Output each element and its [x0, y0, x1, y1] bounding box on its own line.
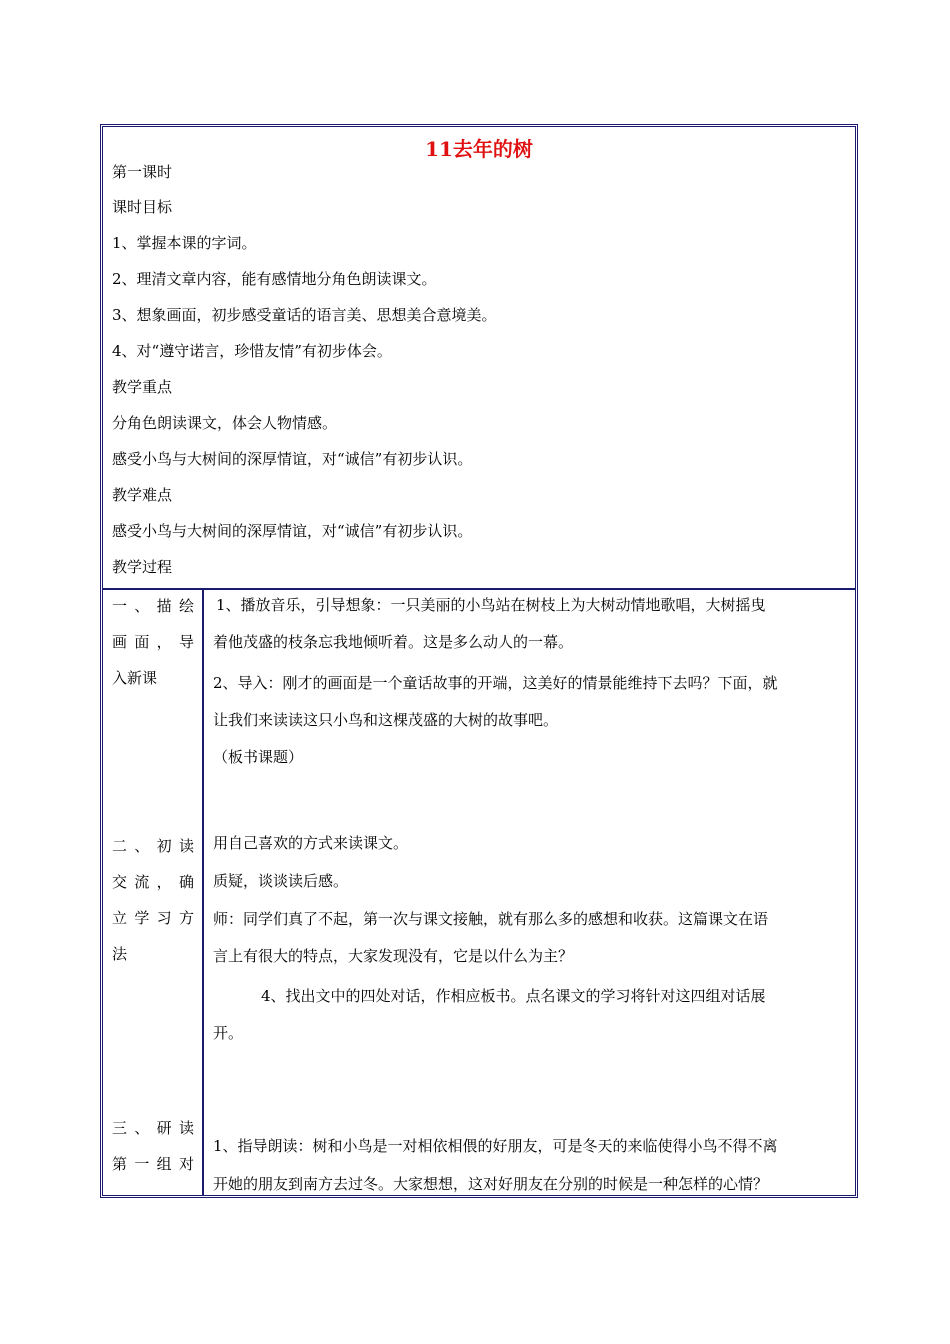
step-content-column	[204, 588, 855, 1195]
step-content-line: 开。	[213, 1024, 244, 1042]
step-content-line: 着他茂盛的枝条忘我地倾听着。这是多么动人的一幕。	[213, 633, 574, 651]
step-content-line: 1、播放音乐，引导想象：一只美丽的小鸟站在树枝上为大树动情地歌唱，大树摇曳	[216, 596, 766, 614]
step-content-line: 2、导入：刚才的画面是一个童话故事的开端，这美好的情景能维持下去吗？下面，就	[213, 674, 778, 692]
step-content-line: 开她的朋友到南方去过冬。大家想想，这对好朋友在分别的时候是一种怎样的心情？	[213, 1175, 769, 1193]
page-title: 11去年的树	[425, 137, 533, 161]
header-cell	[103, 127, 855, 590]
step-content-line: （板书课题）	[213, 748, 304, 766]
step-label: 入新课	[112, 669, 158, 687]
key-point: 感受小鸟与大树间的深厚情谊，对“诚信”有初步认识。	[112, 450, 473, 468]
step-content-line: 4、找出文中的四处对话，作相应板书。点名课文的学习将针对这四组对话展	[261, 987, 766, 1005]
goal-item: 3、想象画面，初步感受童话的语言美、思想美合意境美。	[112, 306, 497, 324]
step-content-line: 言上有很大的特点，大家发现没有，它是以什么为主？	[213, 947, 574, 965]
lesson-plan-table	[100, 124, 858, 1198]
step-content-line: 质疑，谈谈读后感。	[213, 872, 349, 890]
goal-item: 1、掌握本课的字词。	[112, 234, 257, 252]
step-label: 三、研读	[112, 1119, 194, 1137]
step-label: 第一组对	[112, 1155, 194, 1173]
step-content-line: 1、指导朗读：树和小鸟是一对相依相偎的好朋友，可是冬天的来临使得小鸟不得不离	[213, 1137, 778, 1155]
step-label: 法	[112, 945, 128, 963]
goal-item: 4、对“遵守诺言，珍惜友情”有初步体会。	[112, 342, 392, 360]
step-label: 立学习方	[112, 909, 194, 927]
key-point: 分角色朗读课文，体会人物情感。	[112, 414, 338, 432]
step-label: 画面，导	[112, 633, 194, 651]
difficulty-heading: 教学难点	[112, 486, 173, 504]
goals-heading: 课时目标	[112, 198, 173, 216]
process-heading: 教学过程	[112, 558, 173, 576]
key-heading: 教学重点	[112, 378, 173, 396]
goal-item: 2、理清文章内容，能有感情地分角色朗读课文。	[112, 270, 437, 288]
step-label-column	[103, 588, 204, 1195]
difficulty-text: 感受小鸟与大树间的深厚情谊，对“诚信”有初步认识。	[112, 522, 473, 540]
step-content-line: 师：同学们真了不起，第一次与课文接触，就有那么多的感想和收获。这篇课文在语	[213, 910, 769, 928]
step-label: 一、描绘	[112, 597, 194, 615]
step-label: 二、初读	[112, 837, 194, 855]
step-label: 交流，确	[112, 873, 194, 891]
session-label: 第一课时	[112, 163, 173, 181]
step-content-line: 让我们来读读这只小鸟和这棵茂盛的大树的故事吧。	[213, 711, 559, 729]
step-content-line: 用自己喜欢的方式来读课文。	[213, 834, 409, 852]
